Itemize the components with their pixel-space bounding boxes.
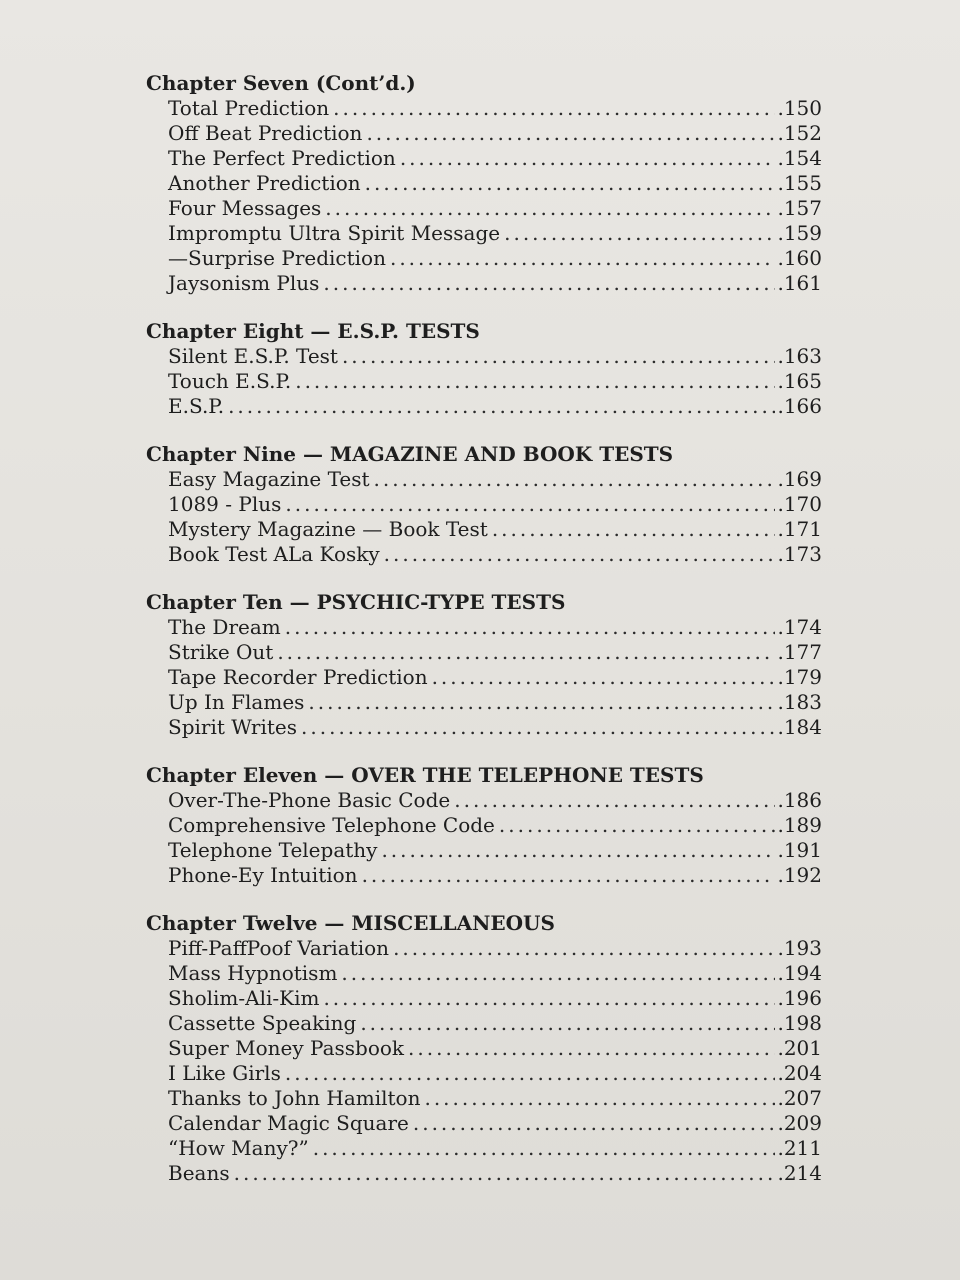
dot-leader [234,1161,776,1186]
dot-leader [424,1086,775,1111]
toc-entry [140,665,822,690]
entry-page-number: . 166 [777,394,822,419]
toc-entry [140,394,822,419]
toc-entry [140,1011,822,1036]
toc-entry [140,369,822,394]
dot-leader [366,121,775,146]
chapter-section [140,441,822,567]
toc-entry [140,1086,822,1111]
dot-leader [408,1036,775,1061]
entry-page-number: . 207 [777,1086,822,1111]
dot-leader [341,961,775,986]
chapter-heading: Chapter Nine — MAGAZINE AND BOOK TESTS [146,442,674,466]
entry-page-number: . 183 [777,690,822,715]
chapter-heading: Chapter Twelve — MISCELLANEOUS [146,911,555,935]
dot-leader [393,936,775,961]
toc-entry [140,838,822,863]
entry-page-number: . 174 [777,615,822,640]
dot-leader [374,467,776,492]
dot-leader [432,665,776,690]
toc-entry [140,961,822,986]
toc-entry [140,96,822,121]
chapter-entries [140,615,822,740]
dot-leader [381,838,775,863]
dot-leader [400,146,776,171]
entry-title: Phone-Ey Intuition [168,863,358,887]
entry-title: The Dream [168,615,281,639]
entry-title: Four Messages [168,196,322,220]
toc-entry [140,1061,822,1086]
dot-leader [454,788,775,813]
entry-page-number: . 209 [777,1111,822,1136]
entry-title: Mass Hypnotism [168,961,338,985]
toc-entry [140,467,822,492]
entry-page-number: . 169 [777,467,822,492]
entry-title: Jaysonism Plus [168,271,320,295]
entry-page-number: . 198 [777,1011,822,1036]
entry-page-number: . 154 [777,146,822,171]
entry-title: I Like Girls [168,1061,281,1085]
entry-page-number: . 165 [777,369,822,394]
entry-page-number: . 184 [777,715,822,740]
toc-entry [140,492,822,517]
entry-page-number: . 186 [777,788,822,813]
entry-page-number: . 150 [777,96,822,121]
entry-page-number: . 155 [777,171,822,196]
entry-title: Total Prediction [168,96,330,120]
chapter-section [140,910,822,1186]
entry-page-number: . 194 [777,961,822,986]
chapter-section [140,318,822,419]
entry-page-number: . 177 [777,640,822,665]
entry-title: Up In Flames [168,690,305,714]
chapter-section [140,70,822,296]
chapter-entries [140,344,822,419]
toc-entry [140,615,822,640]
table-of-contents [140,70,822,1208]
entry-page-number: . 159 [777,221,822,246]
entry-page-number: . 163 [777,344,822,369]
toc-entry [140,146,822,171]
entry-title: Spirit Writes [168,715,298,739]
entry-page-number: . 170 [777,492,822,517]
entry-page-number: . 161 [777,271,822,296]
dot-leader [384,542,776,567]
entry-page-number: . 157 [777,196,822,221]
dot-leader [333,96,775,121]
entry-title: Tape Recorder Prediction [168,665,428,689]
chapter-entries [140,936,822,1186]
entry-page-number: . 204 [777,1061,822,1086]
entry-title: Beans [168,1161,230,1185]
toc-entry [140,986,822,1011]
chapter-entries [140,96,822,296]
dot-leader [323,271,775,296]
chapter-heading: Chapter Eleven — OVER THE TELEPHONE TESTS [146,763,704,787]
entry-title: Piff-PaffPoof Variation [168,936,390,960]
entry-title: Telephone Telepathy [168,838,378,862]
entry-page-number: . 214 [777,1161,822,1186]
dot-leader [342,344,776,369]
entry-title: Mystery Magazine — Book Test [168,517,488,541]
chapter-section [140,589,822,740]
toc-entry [140,1111,822,1136]
entry-title: Another Prediction [168,171,361,195]
entry-title: Sholim-Ali-Kim [168,986,320,1010]
entry-title: E.S.P. [168,394,225,418]
dot-leader [285,1061,776,1086]
toc-entry [140,863,822,888]
entry-title: Silent E.S.P. Test [168,344,338,368]
dot-leader [308,690,775,715]
dot-leader [413,1111,776,1136]
dot-leader [360,1011,775,1036]
entry-page-number: . 193 [777,936,822,961]
toc-entry [140,196,822,221]
dot-leader [390,246,775,271]
dot-leader [285,492,775,517]
entry-title: Strike Out [168,640,274,664]
entry-title: Cassette Speaking [168,1011,357,1035]
dot-leader [285,615,776,640]
entry-page-number: . 171 [777,517,822,542]
toc-entry [140,1136,822,1161]
dot-leader [504,221,775,246]
entry-page-number: . 173 [777,542,822,567]
toc-entry [140,221,822,246]
entry-page-number: . 196 [777,986,822,1011]
entry-title: Thanks to John Hamilton [168,1086,421,1110]
entry-title: Over-The-Phone Basic Code [168,788,451,812]
entry-page-number: . 152 [777,121,822,146]
dot-leader [301,715,775,740]
toc-entry [140,246,822,271]
entry-title: Calendar Magic Square [168,1111,409,1135]
toc-entry [140,344,822,369]
entry-title: Comprehensive Telephone Code [168,813,495,837]
toc-entry [140,936,822,961]
toc-entry [140,542,822,567]
dot-leader [313,1136,776,1161]
toc-entry [140,690,822,715]
dot-leader [365,171,776,196]
entry-title: Book Test ALa Kosky [168,542,380,566]
toc-entry [140,121,822,146]
entry-title: Touch E.S.P. [168,369,292,393]
dot-leader [323,986,775,1011]
toc-entry [140,788,822,813]
entry-page-number: . 192 [777,863,822,888]
entry-title: Easy Magazine Test [168,467,370,491]
entry-title: Super Money Passbook [168,1036,405,1060]
entry-title: “How Many?” [168,1136,309,1160]
toc-entry [140,271,822,296]
entry-title: The Perfect Prediction [168,146,396,170]
entry-title: Impromptu Ultra Spirit Message [168,221,501,245]
chapter-entries [140,788,822,888]
entry-page-number: . 179 [777,665,822,690]
toc-entry [140,171,822,196]
dot-leader [325,196,775,221]
toc-entry [140,1161,822,1186]
chapter-heading: Chapter Ten — PSYCHIC-TYPE TESTS [146,590,566,614]
toc-entry [140,715,822,740]
dot-leader [277,640,775,665]
dot-leader [499,813,776,838]
entry-title: Off Beat Prediction [168,121,363,145]
chapter-heading: Chapter Eight — E.S.P. TESTS [146,319,480,343]
chapter-section [140,762,822,888]
entry-page-number: . 211 [777,1136,822,1161]
dot-leader [492,517,776,542]
chapter-entries [140,467,822,567]
dot-leader [228,394,775,419]
entry-page-number: . 189 [777,813,822,838]
chapter-heading: Chapter Seven (Cont’d.) [146,71,416,95]
entry-page-number: . 160 [777,246,822,271]
dot-leader [362,863,776,888]
entry-title: —Surprise Prediction [168,246,386,270]
dot-leader [295,369,775,394]
toc-entry [140,640,822,665]
entry-title: 1089 - Plus [168,492,282,516]
toc-entry [140,517,822,542]
entry-page-number: . 191 [777,838,822,863]
toc-entry [140,813,822,838]
entry-page-number: . 201 [777,1036,822,1061]
toc-entry [140,1036,822,1061]
